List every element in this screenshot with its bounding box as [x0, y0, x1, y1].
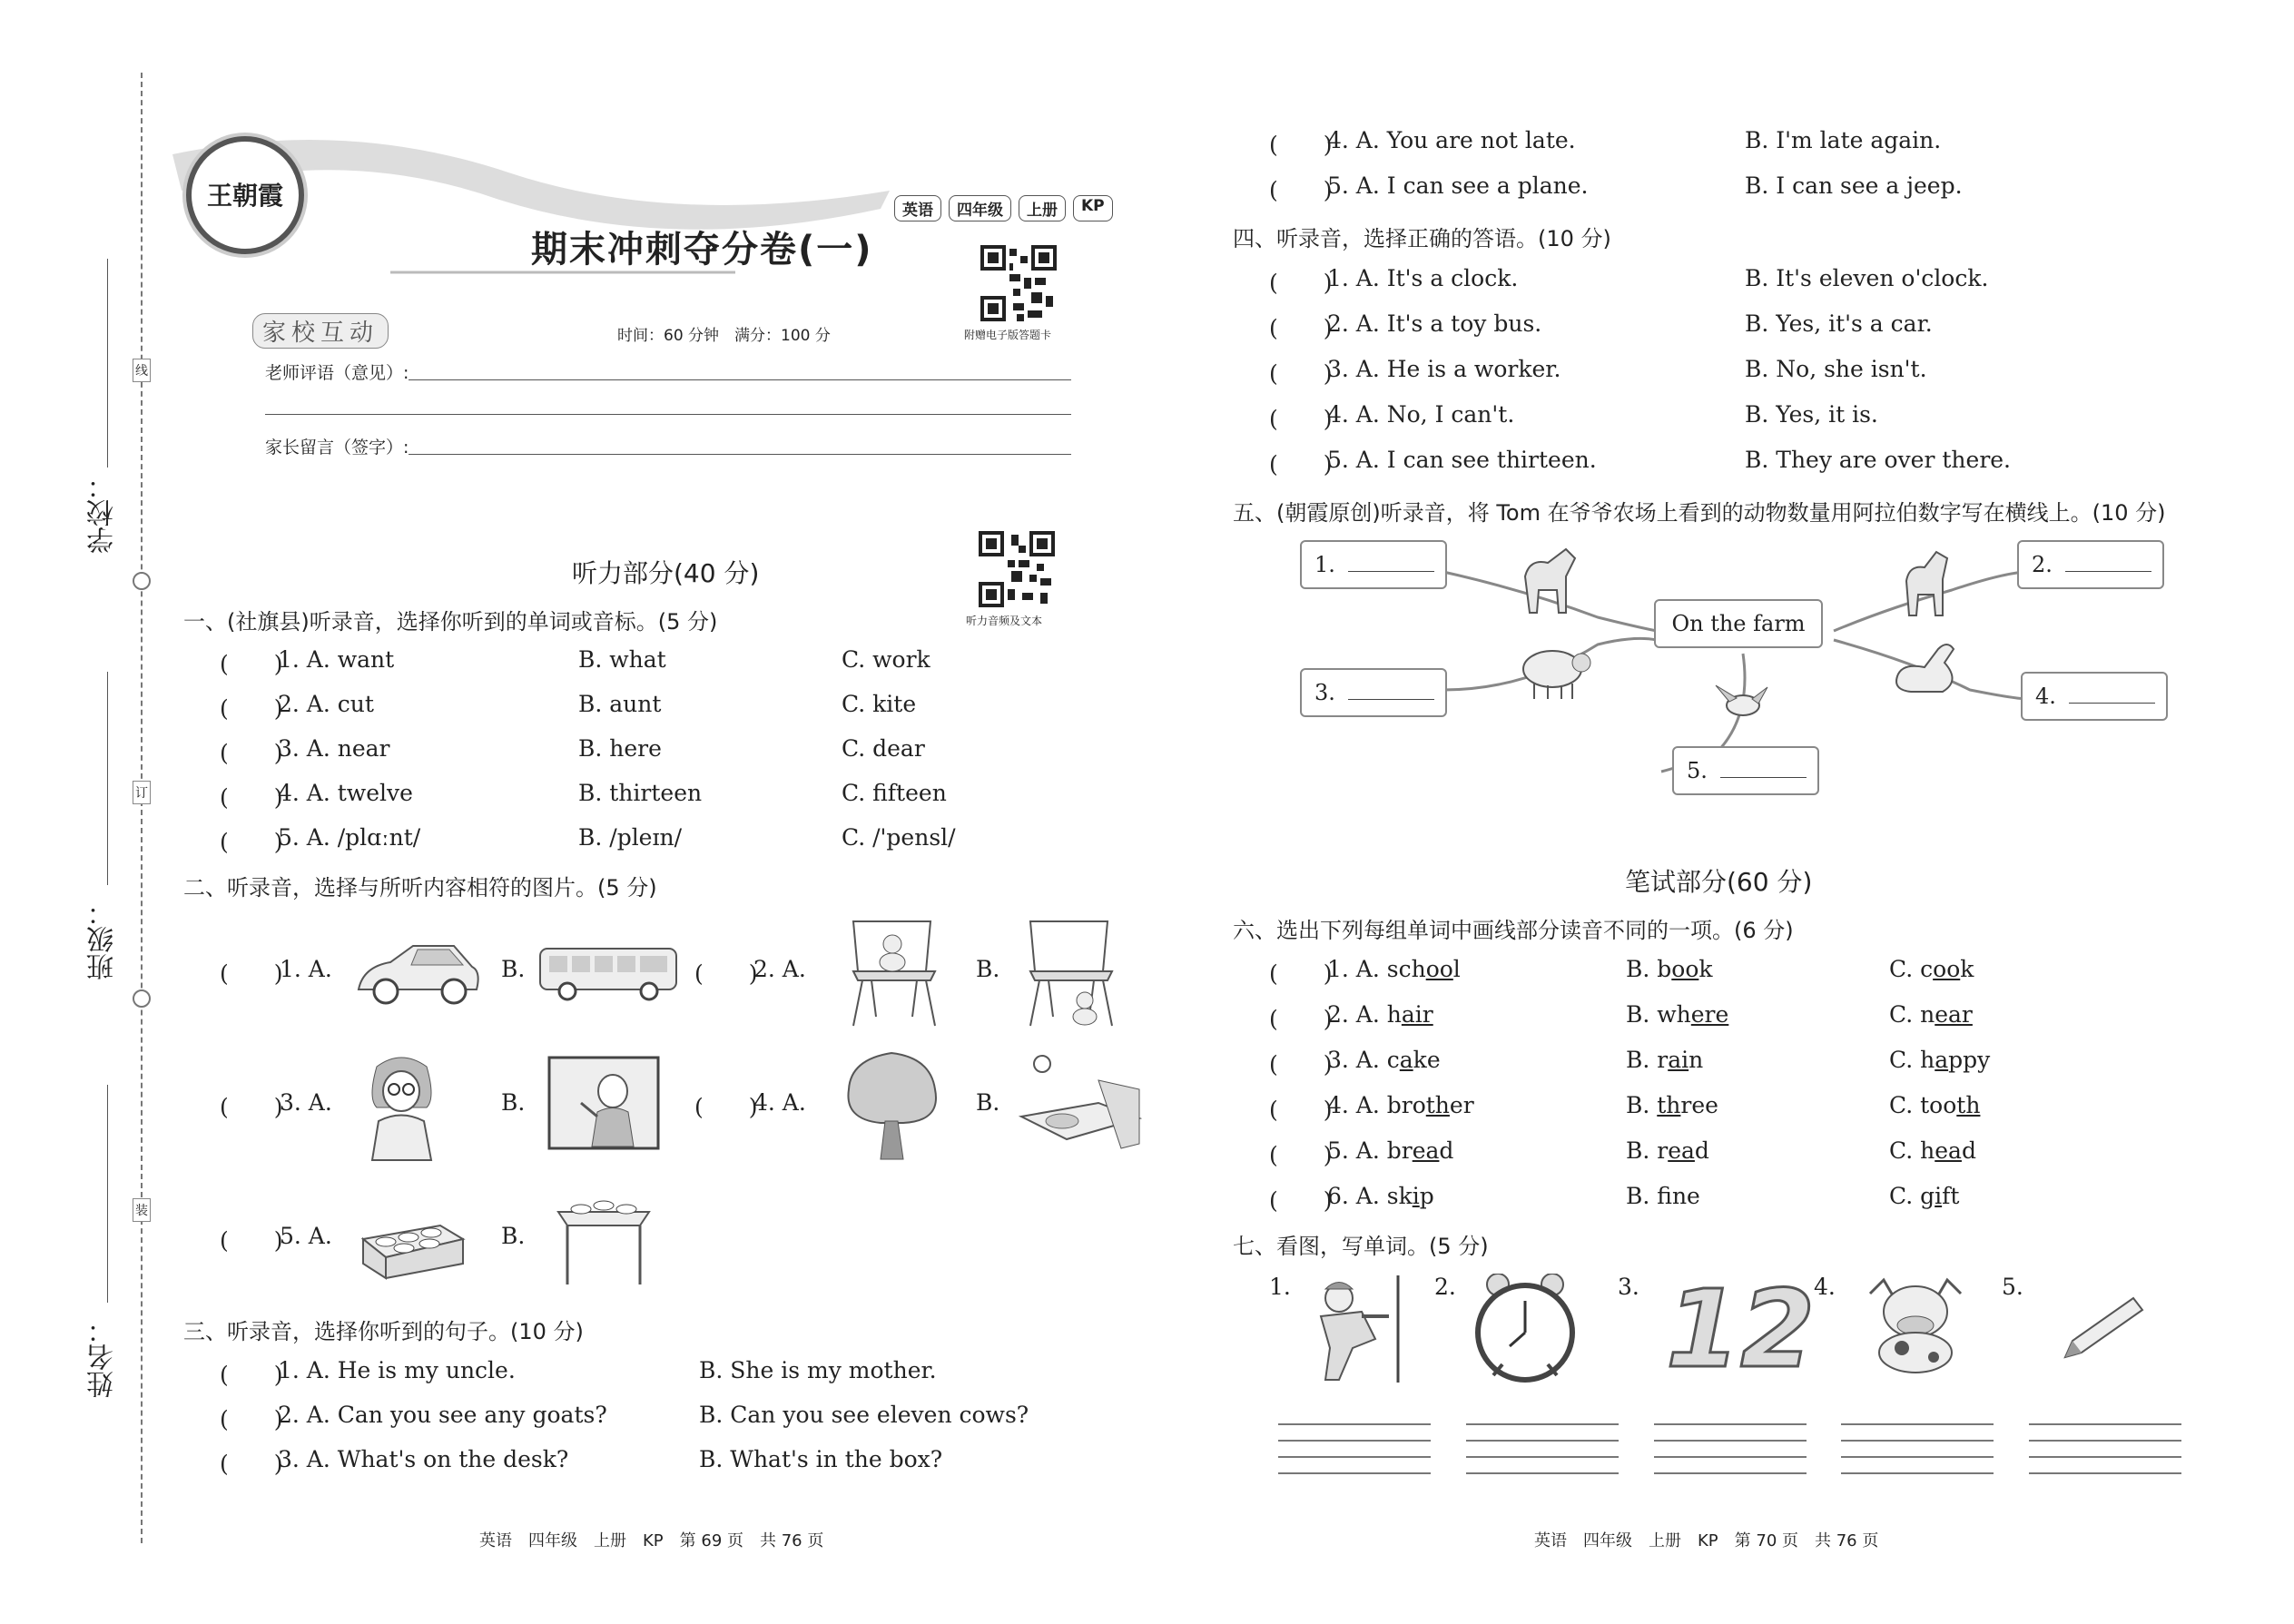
tree-picture[interactable]	[840, 1048, 944, 1166]
name-line	[107, 1085, 108, 1303]
answer-paren[interactable]: ( )	[1269, 315, 1333, 341]
underlined-part: th	[1956, 1092, 1981, 1118]
option-b[interactable]: B. Can you see eleven cows?	[699, 1402, 1029, 1428]
answer-paren[interactable]: ( )	[220, 784, 283, 811]
word-part: d	[1694, 1137, 1709, 1164]
sec3-list-right	[1269, 127, 1963, 218]
option-a[interactable]: 3. A. He is a worker.	[1327, 356, 1561, 382]
teacher-comment-label: 老师评语（意见）:	[265, 363, 409, 383]
sec2-q2-paren[interactable]: ( )	[694, 960, 758, 987]
answer-paren[interactable]: ( )	[220, 1451, 283, 1477]
underlined-part: ea	[1412, 1137, 1440, 1164]
parent-comment-label: 家长留言（签字）:	[265, 438, 409, 458]
option-c[interactable]	[1889, 1183, 1959, 1209]
word-part: B.	[1626, 1092, 1658, 1118]
farm-box-label: 2.	[2032, 552, 2053, 577]
list-item	[1269, 127, 1942, 172]
write-lines-4[interactable]	[1841, 1409, 1994, 1474]
duck-picture	[1888, 635, 1965, 704]
list-item	[220, 1446, 943, 1491]
cow-picture	[1852, 1275, 1979, 1380]
option-a[interactable]	[1327, 956, 1461, 982]
sec2-q5-paren[interactable]: ( )	[220, 1227, 283, 1254]
option-a[interactable]	[1327, 1047, 1441, 1073]
write-lines-5[interactable]	[2029, 1409, 2181, 1474]
sec3-list-left	[220, 1357, 1029, 1491]
car-picture[interactable]	[350, 935, 481, 1012]
word-part: br	[1386, 1137, 1413, 1164]
farm-answer-line[interactable]	[1720, 777, 1807, 778]
sec7-num-2: 2.	[1434, 1274, 1456, 1300]
answer-paren[interactable]: ( )	[1269, 406, 1333, 432]
farm-box-3[interactable]	[1300, 668, 1447, 717]
sec2-q5-a-label: 5. A.	[280, 1223, 332, 1249]
woman-with-glasses-picture[interactable]	[359, 1053, 445, 1162]
option-b[interactable]	[1626, 1047, 1703, 1073]
list-item	[220, 1402, 1029, 1446]
option-a[interactable]	[1327, 1001, 1433, 1028]
option-a[interactable]: 5. A. I can see thirteen.	[1327, 447, 1597, 473]
word-part: B. b	[1626, 956, 1672, 982]
cat-on-chair-picture[interactable]	[840, 917, 949, 1030]
option-a[interactable]: 3. A. near	[278, 735, 390, 762]
answer-paren[interactable]: ( )	[1269, 270, 1333, 296]
word-part: bro	[1386, 1092, 1426, 1118]
sec2-q4-b-label: B.	[976, 1089, 1000, 1116]
binding-mark-order: 订	[133, 781, 151, 804]
word-part: d	[1439, 1137, 1454, 1164]
binding-mark-bind: 装	[133, 1198, 151, 1222]
option-c[interactable]	[1889, 1001, 1973, 1028]
option-a[interactable]: 5. A. /plɑːnt/	[278, 824, 421, 851]
list-item	[1269, 401, 1878, 447]
pony-picture	[1893, 545, 1965, 626]
underlined-part: th	[1657, 1092, 1681, 1118]
class-line	[107, 672, 108, 885]
word-part: C. n	[1889, 1001, 1935, 1028]
option-number: 3. A.	[1327, 1047, 1387, 1073]
footer-right: 英语 四年级 上册 KP 第 70 页 共 76 页	[1534, 1531, 1879, 1550]
word-part: sk	[1386, 1183, 1413, 1209]
write-lines-3[interactable]	[1654, 1409, 1807, 1474]
underlined-part: a	[1935, 1047, 1949, 1073]
list-item	[1269, 1183, 1960, 1228]
sec1-list	[220, 646, 956, 869]
word-part: ft	[1942, 1183, 1960, 1209]
option-number: 5. A.	[1327, 1137, 1387, 1164]
tag-subject: 英语	[894, 195, 941, 221]
option-b[interactable]: B. It's eleven o'clock.	[1745, 265, 1989, 291]
teacher-comment-line[interactable]	[409, 379, 1071, 380]
worker-picture	[1298, 1275, 1416, 1384]
word-part: B. r	[1626, 1047, 1669, 1073]
horse-picture	[1511, 540, 1589, 626]
tag-edition: KP	[1073, 195, 1113, 221]
option-c[interactable]	[1889, 956, 1974, 982]
underlined-part: ea	[1668, 1137, 1695, 1164]
sec7-num-4: 4.	[1814, 1274, 1836, 1300]
binding-hole-1	[133, 572, 151, 590]
sec2-q5-b-label: B.	[501, 1223, 526, 1249]
option-c[interactable]: C. fifteen	[842, 780, 947, 806]
home-school-banner: 家校互动	[252, 313, 389, 349]
farm-box-5[interactable]	[1672, 746, 1819, 795]
school-label: 学校：	[87, 472, 119, 554]
list-item	[1269, 265, 1989, 310]
farm-answer-line[interactable]	[1348, 699, 1434, 700]
grade-tags	[894, 195, 1113, 221]
option-a[interactable]	[1327, 1183, 1434, 1209]
word-part: C. h	[1889, 1137, 1935, 1164]
binding-line	[141, 73, 143, 1543]
answer-paren[interactable]: ( )	[220, 1362, 283, 1388]
sec2-q1-paren[interactable]: ( )	[220, 960, 283, 987]
logo-seal	[186, 136, 304, 254]
farm-answer-line[interactable]	[2069, 703, 2155, 704]
underlined-part: ea	[1935, 1137, 1962, 1164]
clock-picture	[1466, 1274, 1584, 1387]
underlined-part: ai	[1668, 1047, 1689, 1073]
sec4-title: 四、听录音，选择正确的答语。(10 分)	[1233, 226, 1611, 251]
bowls-in-box-picture[interactable]	[359, 1207, 468, 1280]
list-item	[1269, 1092, 1981, 1137]
option-c[interactable]: C. /'pensl/	[842, 824, 956, 851]
pencil-picture	[2056, 1294, 2147, 1366]
sec2-q3-b-label: B.	[501, 1089, 526, 1116]
option-c[interactable]: C. kite	[842, 691, 917, 717]
word-part: sch	[1386, 956, 1426, 982]
list-item	[1269, 310, 1933, 356]
answer-paren[interactable]: ( )	[1269, 451, 1333, 477]
list-item	[1269, 1137, 1976, 1183]
option-number: 1. A.	[1327, 956, 1387, 982]
option-a[interactable]: 4. A. You are not late.	[1327, 127, 1576, 153]
option-b[interactable]: B. They are over there.	[1745, 447, 2012, 473]
list-item	[220, 1357, 937, 1402]
option-a[interactable]: 1. A. want	[278, 646, 395, 673]
farm-box-label: 5.	[1687, 758, 1708, 783]
page-title: 期末冲刺夺分卷(一)	[531, 229, 873, 271]
farm-box-1[interactable]	[1300, 540, 1447, 589]
bowls-on-desk-picture[interactable]	[554, 1189, 654, 1289]
writing-section-title: 笔试部分(60 分)	[1625, 867, 1813, 897]
teacher-at-board-picture[interactable]	[545, 1053, 663, 1157]
qr-code-audio[interactable]	[979, 531, 1055, 607]
underlined-part: oo	[1425, 956, 1453, 982]
word-part: C. too	[1889, 1092, 1957, 1118]
sec2-q1-a-label: 1. A.	[280, 956, 332, 982]
option-b[interactable]: B. What's in the box?	[699, 1446, 943, 1472]
word-part: ne	[1671, 1183, 1700, 1209]
answer-paren[interactable]: ( )	[220, 740, 283, 766]
option-b[interactable]: B. what	[578, 646, 666, 673]
parent-comment-line[interactable]	[409, 454, 1071, 455]
list-item	[220, 646, 930, 691]
bird-picture	[1711, 676, 1775, 731]
farm-box-2[interactable]	[2017, 540, 2164, 589]
tag-grade: 四年级	[949, 195, 1011, 221]
list-item	[1269, 1047, 1991, 1092]
school-line	[107, 259, 108, 468]
word-part: k	[1960, 956, 1974, 982]
option-a[interactable]: 1. A. It's a clock.	[1327, 265, 1519, 291]
listening-section-title: 听力部分(40 分)	[572, 558, 760, 588]
cat-under-chair-picture[interactable]	[1017, 917, 1126, 1030]
tag-term: 上册	[1019, 195, 1066, 221]
answer-paren[interactable]: ( )	[220, 651, 283, 677]
sec7-num-1: 1.	[1269, 1274, 1291, 1300]
word-part: ree	[1680, 1092, 1718, 1118]
answer-paren[interactable]: ( )	[1269, 177, 1333, 203]
word-part: l	[1452, 956, 1461, 982]
option-b[interactable]	[1626, 1183, 1700, 1209]
option-b[interactable]: B. /pleɪn/	[578, 824, 683, 851]
sec6-list	[1269, 956, 1991, 1228]
sec2-title: 二、听录音，选择与所听内容相符的图片。(5 分)	[183, 875, 657, 901]
sec2-q3-paren[interactable]: ( )	[220, 1094, 283, 1120]
word-part: c	[1386, 1047, 1400, 1073]
qr-code-answer-sheet[interactable]	[980, 245, 1057, 321]
underlined-part: oo	[1933, 956, 1961, 982]
option-a[interactable]: 5. A. I can see a plane.	[1327, 172, 1589, 199]
sec6-title: 六、选出下列每组单词中画线部分读音不同的一项。(6 分)	[1233, 918, 1794, 943]
word-part: k	[1698, 956, 1713, 982]
option-a[interactable]: 4. A. No, I can't.	[1327, 401, 1515, 428]
answer-paren[interactable]: ( )	[1269, 1051, 1333, 1078]
option-b[interactable]: B. Yes, it is.	[1745, 401, 1878, 428]
underlined-part: ere	[1690, 1001, 1729, 1028]
qr-caption-audio: 听力音频及文本	[966, 615, 1043, 627]
option-a[interactable]: 2. A. cut	[278, 691, 374, 717]
underlined-part: air	[1401, 1001, 1433, 1028]
option-a[interactable]	[1327, 1092, 1474, 1118]
option-b[interactable]: B. She is my mother.	[699, 1357, 937, 1383]
word-part: n	[1689, 1047, 1704, 1073]
word-part: d	[1961, 1137, 1976, 1164]
option-c[interactable]: C. dear	[842, 735, 925, 762]
list-item	[1269, 447, 2012, 492]
answer-paren[interactable]: ( )	[1269, 132, 1333, 158]
list-item	[220, 691, 917, 735]
sec1-title: 一、(社旗县)听录音，选择你听到的单词或音标。(5 分)	[183, 609, 718, 635]
answer-paren[interactable]: ( )	[1269, 960, 1333, 987]
list-item	[1269, 1001, 1973, 1047]
number-twelve-picture: 12	[1666, 1266, 1816, 1392]
sec7-title: 七、看图，写单词。(5 分)	[1233, 1234, 1489, 1259]
sec2-q3-a-label: 3. A.	[280, 1089, 332, 1116]
list-item	[220, 780, 947, 824]
option-a[interactable]	[1327, 1137, 1453, 1164]
answer-paren[interactable]: ( )	[1269, 1097, 1333, 1123]
sec2-q2-b-label: B.	[976, 956, 1000, 982]
word-part: B. r	[1626, 1137, 1669, 1164]
teacher-comment-line-2[interactable]	[265, 414, 1071, 415]
word-part: ke	[1413, 1047, 1441, 1073]
footer-left: 英语 四年级 上册 KP 第 69 页 共 76 页	[479, 1531, 824, 1550]
option-b[interactable]: B. here	[578, 735, 662, 762]
option-b[interactable]: B. Yes, it's a car.	[1745, 310, 1933, 337]
word-part: B. wh	[1626, 1001, 1691, 1028]
bus-picture[interactable]	[536, 940, 681, 1003]
sec2-q4-a-label: 4. A.	[753, 1089, 806, 1116]
word-part: p	[1419, 1183, 1434, 1209]
farm-center-node	[1654, 599, 1823, 648]
word-part: h	[1386, 1001, 1402, 1028]
underlined-part: a	[1399, 1047, 1413, 1073]
farm-box-label: 4.	[2035, 684, 2056, 709]
option-a[interactable]: 2. A. Can you see any goats?	[278, 1402, 607, 1428]
answer-paren[interactable]: ( )	[1269, 360, 1333, 387]
answer-paren[interactable]: ( )	[1269, 1142, 1333, 1168]
option-b[interactable]	[1626, 956, 1713, 982]
list-item	[1269, 172, 1963, 218]
list-item	[1269, 356, 1927, 401]
option-a[interactable]: 4. A. twelve	[278, 780, 413, 806]
sec3-title: 三、听录音，选择你听到的句子。(10 分)	[183, 1319, 584, 1344]
option-b[interactable]: B. I'm late again.	[1745, 127, 1942, 153]
underlined-part: i	[1412, 1183, 1420, 1209]
option-number: 2. A.	[1327, 1001, 1387, 1028]
write-lines-1[interactable]	[1278, 1409, 1431, 1474]
list-item	[220, 824, 956, 869]
option-b[interactable]: B. aunt	[578, 691, 662, 717]
sec7-num-3: 3.	[1618, 1274, 1639, 1300]
farm-box-4[interactable]	[2021, 672, 2168, 721]
option-c[interactable]	[1889, 1092, 1980, 1118]
sec5-title: 五、(朝霞原创)听录音，将 Tom 在爷爷农场上看到的动物数量用阿拉伯数字写在横线上。(10 分)	[1233, 500, 2166, 526]
option-b[interactable]	[1626, 1001, 1728, 1028]
answer-paren[interactable]: ( )	[1269, 1187, 1333, 1214]
underlined-part: th	[1425, 1092, 1450, 1118]
farm-answer-line[interactable]	[1348, 571, 1434, 572]
underlined-part: ear	[1935, 1001, 1973, 1028]
time-info: 时间：60 分钟 满分：100 分	[617, 327, 831, 345]
bedroom-picture[interactable]	[1012, 1053, 1148, 1157]
sec2-q1-b-label: B.	[501, 956, 526, 982]
sec2-q4-paren[interactable]: ( )	[694, 1094, 758, 1120]
name-label: 姓名：	[87, 1316, 119, 1398]
word-part: C. h	[1889, 1047, 1935, 1073]
word-part: C. g	[1889, 1183, 1935, 1209]
logo-text: 王朝霞	[206, 181, 283, 211]
option-number: 6. A.	[1327, 1183, 1387, 1209]
list-item	[1269, 956, 1974, 1001]
binding-mark-line: 线	[133, 359, 151, 382]
word-part: er	[1449, 1092, 1474, 1118]
sec4-list	[1269, 265, 2012, 492]
farm-answer-line[interactable]	[2065, 571, 2151, 572]
answer-paren[interactable]: ( )	[1269, 1006, 1333, 1032]
sec2-q2-a-label: 2. A.	[753, 956, 806, 982]
farm-center-label: On the farm	[1671, 611, 1806, 636]
option-b[interactable]: B. I can see a jeep.	[1745, 172, 1963, 199]
option-c[interactable]	[1889, 1137, 1976, 1164]
option-b[interactable]: B. thirteen	[578, 780, 703, 806]
option-b[interactable]	[1626, 1092, 1718, 1118]
option-number: 4. A.	[1327, 1092, 1387, 1118]
option-b[interactable]	[1626, 1137, 1709, 1164]
sheep-picture	[1516, 640, 1593, 704]
option-c[interactable]: C. work	[842, 646, 930, 673]
answer-paren[interactable]: ( )	[220, 829, 283, 855]
option-a[interactable]: 1. A. He is my uncle.	[278, 1357, 516, 1383]
binding-hole-2	[133, 989, 151, 1008]
farm-box-label: 3.	[1314, 680, 1335, 705]
list-item	[220, 735, 925, 780]
answer-paren[interactable]: ( )	[220, 1406, 283, 1432]
class-label: 班级：	[87, 899, 119, 980]
qr-caption-answer: 附赠电子版答题卡	[964, 329, 1052, 341]
write-lines-2[interactable]	[1466, 1409, 1619, 1474]
option-b[interactable]: B. No, she isn't.	[1745, 356, 1927, 382]
option-a[interactable]: 3. A. What's on the desk?	[278, 1446, 569, 1472]
option-a[interactable]: 2. A. It's a toy bus.	[1327, 310, 1542, 337]
word-part: B. f	[1626, 1183, 1672, 1209]
option-c[interactable]	[1889, 1047, 1990, 1073]
word-part: ppy	[1948, 1047, 1991, 1073]
underlined-part: oo	[1671, 956, 1699, 982]
underlined-part: i	[1935, 1183, 1943, 1209]
answer-paren[interactable]: ( )	[220, 695, 283, 722]
sec7-num-5: 5.	[2002, 1274, 2023, 1300]
word-part: C. c	[1889, 956, 1934, 982]
farm-box-label: 1.	[1314, 552, 1335, 577]
